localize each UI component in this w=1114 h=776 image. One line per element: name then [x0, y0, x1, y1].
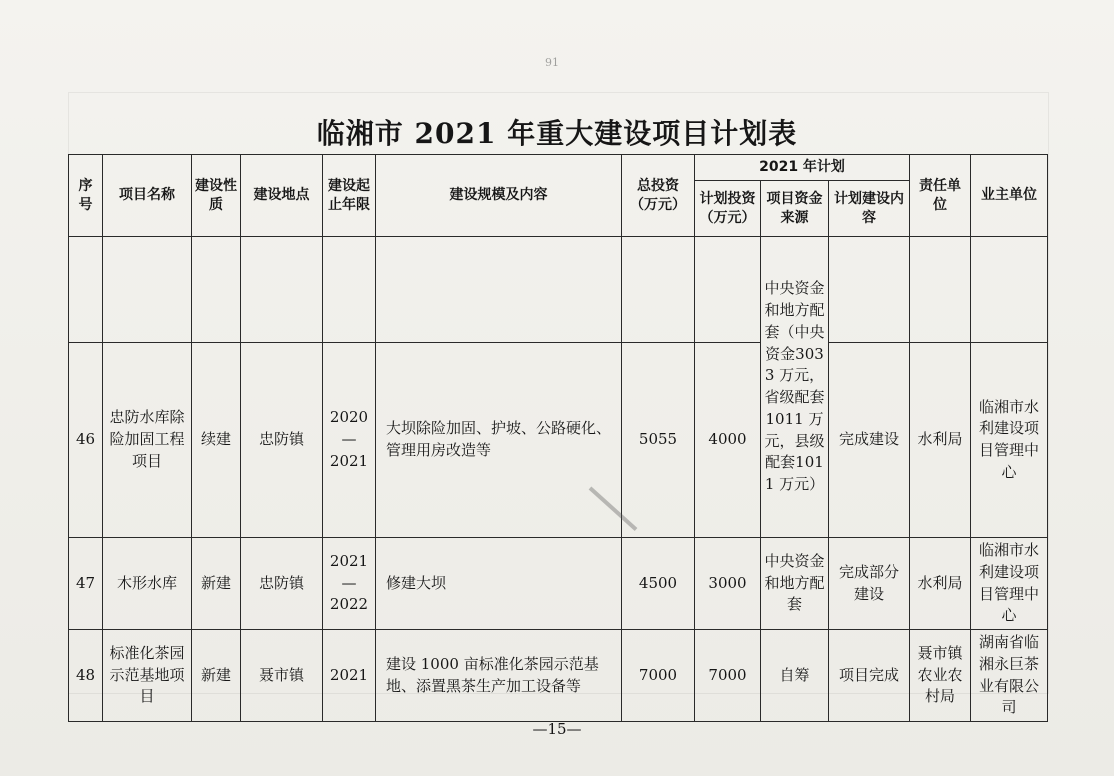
cell-name: 木形水库: [103, 538, 192, 630]
cell-owner: 湖南省临湘永巨茶业有限公司: [971, 630, 1048, 722]
period-start: 2020: [329, 408, 369, 427]
cell-owner: 临湘市水利建设项目管理中心: [971, 538, 1048, 630]
period-dash: —: [341, 573, 357, 592]
cell-period: [323, 343, 376, 538]
header-responsible: 责任单位: [910, 155, 971, 237]
cell-responsible: 水利局: [910, 343, 971, 538]
cell-fund-source: 中央资金和地方配套（中央资金3033 万元，省级配套1011 万元，县级配套1011 万元）: [761, 237, 829, 538]
cell-fund-source: 自筹: [761, 630, 829, 722]
cell-plan-content: 项目完成: [829, 630, 910, 722]
cell-name: 忠防水库除险加固工程项目: [103, 343, 192, 538]
table-row: [69, 343, 1048, 538]
cell-total: 7000: [622, 630, 695, 722]
cell-plan-invest: 7000: [695, 630, 761, 722]
cell-total: 5055: [622, 343, 695, 538]
cell-total: 4500: [622, 538, 695, 630]
cell-location: 忠防镇: [241, 343, 323, 538]
header-nature: 建设性质: [192, 155, 241, 237]
top-page-mark: 91: [545, 56, 559, 69]
header-row-1: [69, 155, 1048, 181]
cell-total: [622, 237, 695, 343]
cell-scope: 修建大坝: [376, 538, 622, 630]
cell-fund-source: 中央资金和地方配套: [761, 538, 829, 630]
cell-nature: 新建: [192, 538, 241, 630]
cell-plan-content: [829, 237, 910, 343]
cell-nature: 新建: [192, 630, 241, 722]
header-period: 建设起止年限: [323, 155, 376, 237]
cell-location: [241, 237, 323, 343]
period-dash: —: [341, 430, 357, 449]
header-plan-group: 2021 年计划: [695, 155, 910, 181]
table-row: [69, 630, 1048, 722]
cell-plan-content: 完成部分建设: [829, 538, 910, 630]
cell-period: [323, 237, 376, 343]
cell-responsible: [910, 237, 971, 343]
cell-plan-invest: 4000: [695, 343, 761, 538]
table-row: [69, 538, 1048, 630]
cell-plan-invest: 3000: [695, 538, 761, 630]
cell-location: 聂市镇: [241, 630, 323, 722]
header-seq: 序号: [69, 155, 103, 237]
cell-owner: 临湘市水利建设项目管理中心: [971, 343, 1048, 538]
header-owner: 业主单位: [971, 155, 1048, 237]
period-end: 2021: [329, 451, 369, 470]
cell-responsible: 水利局: [910, 538, 971, 630]
cell-scope: [376, 237, 622, 343]
header-plan-invest: 计划投资（万元）: [695, 181, 761, 237]
cell-scope: 大坝除险加固、护坡、公路硬化、管理用房改造等: [376, 343, 622, 538]
header-location: 建设地点: [241, 155, 323, 237]
period-end: 2022: [329, 595, 369, 614]
page-number: —15—: [532, 720, 582, 738]
cell-scope: 建设 1000 亩标准化茶园示范基地、添置黑茶生产加工设备等: [376, 630, 622, 722]
cell-seq: 48: [69, 630, 103, 722]
project-plan-table: [68, 154, 1048, 722]
document-title: 临湘市 2021 年重大建设项目计划表: [316, 117, 798, 150]
cell-responsible: 聂市镇农业农村局: [910, 630, 971, 722]
cell-period: [323, 538, 376, 630]
cell-owner: [971, 237, 1048, 343]
table-row: [69, 237, 1048, 343]
header-scope: 建设规模及内容: [376, 155, 622, 237]
cell-plan-content: 完成建设: [829, 343, 910, 538]
cell-name: [103, 237, 192, 343]
cell-plan-invest: [695, 237, 761, 343]
cell-nature: [192, 237, 241, 343]
cell-seq: [69, 237, 103, 343]
header-plan-content: 计划建设内容: [829, 181, 910, 237]
header-fund-source: 项目资金来源: [761, 181, 829, 237]
cell-seq: 46: [69, 343, 103, 538]
cell-name: 标准化茶园示范基地项目: [103, 630, 192, 722]
header-total: 总投资（万元）: [622, 155, 695, 237]
cell-period: 2021: [323, 630, 376, 722]
cell-nature: 续建: [192, 343, 241, 538]
period-start: 2021: [329, 551, 369, 570]
cell-location: 忠防镇: [241, 538, 323, 630]
header-name: 项目名称: [103, 155, 192, 237]
cell-seq: 47: [69, 538, 103, 630]
